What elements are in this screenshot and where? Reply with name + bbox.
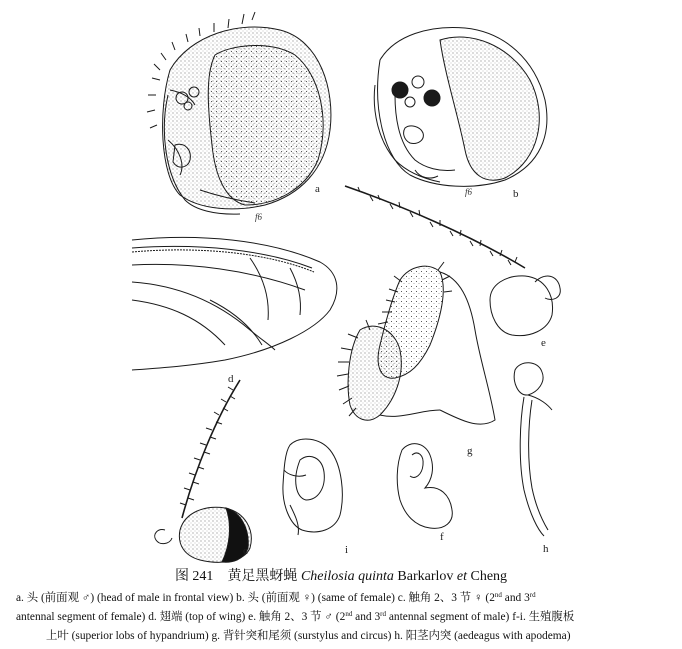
signature-mark-a: f6	[255, 212, 263, 222]
drawing-e-male-antenna	[345, 186, 560, 336]
caption-line-3: 上叶 (superior lobs of hypandrium) g. 背针突和尾须 (surstylus and circus) h. 阳茎内突 (aedeagus with apodema)	[46, 630, 571, 642]
panel-label-d: d	[228, 373, 234, 385]
figure-author-1: Barkarlov	[397, 569, 454, 584]
panel-label-a: a	[315, 183, 320, 195]
panel-label-b: b	[513, 188, 519, 200]
panel-label-h: h	[543, 543, 549, 555]
signature-mark-b: f6	[465, 187, 473, 197]
drawing-h-aedeagus	[514, 363, 552, 536]
panel-label-g: g	[467, 445, 473, 457]
panel-label-e: e	[541, 337, 546, 349]
drawing-d-wing-tip	[132, 237, 337, 370]
drawing-b-female-head	[374, 27, 547, 186]
drawing-g-surstylus	[337, 262, 495, 424]
figure-author-et: et	[456, 569, 467, 584]
figure-caption	[16, 589, 676, 646]
drawing-f-superior-lobe	[397, 444, 452, 529]
caption-line-2: antennal segment of female) d. 翅端 (top of wing) e. 触角 2、3 节 ♂ (2nd and 3rd antennal segment of male) f-i. 生殖腹板	[16, 610, 575, 623]
caption-line-1: a. 头 (前面观 ♂) (head of male in frontal view) b. 头 (前面观 ♀) (same of female) c. 触角 2、3 节 ♀ (2nd and 3rd	[16, 591, 536, 604]
figure-species-name: Cheilosia quinta	[300, 569, 394, 584]
figure-number: 图 241	[174, 569, 214, 584]
figure-author-2: Cheng	[470, 569, 508, 584]
panel-label-i: i	[345, 544, 349, 556]
panel-label-c: c	[243, 545, 248, 557]
figure-title	[0, 568, 682, 586]
panel-label-f: f	[440, 531, 444, 543]
drawing-i-superior-lobe	[283, 439, 342, 535]
drawing-a-male-head	[147, 12, 331, 214]
figure-title-cn: 黄足黑蚜蝇	[227, 569, 298, 584]
drawing-c-female-antenna	[155, 380, 252, 562]
